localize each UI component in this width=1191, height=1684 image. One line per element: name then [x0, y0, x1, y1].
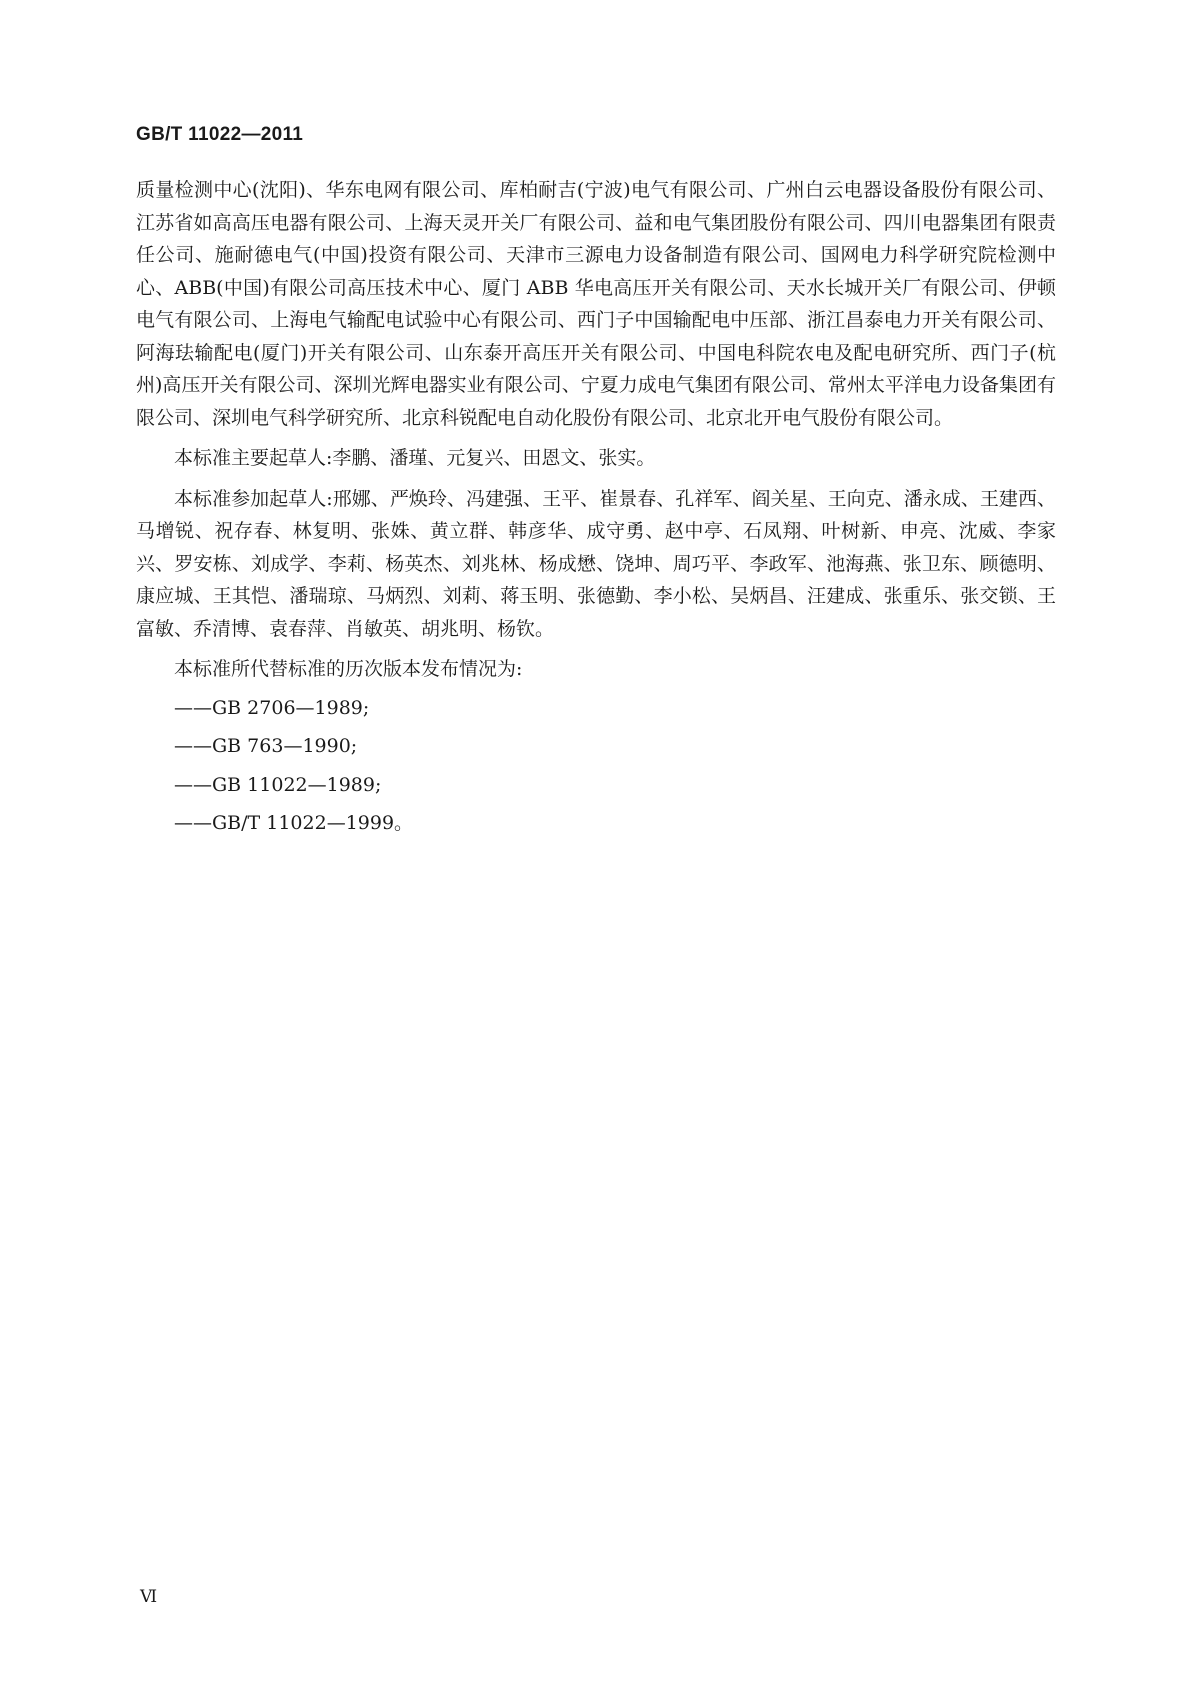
history-item: ——GB 11022—1989;	[174, 773, 382, 796]
participating-drafters-paragraph: 本标准参加起草人:邢娜、严焕玲、冯建强、王平、崔景春、孔祥军、阎关星、王向克、潘永成、王建西、马增锐、祝存春、林复明、张姝、黄立群、韩彦华、成守勇、赵中亭、石凤翔、叶树新、申亮、沈威、李家兴、罗安栋、刘成学、李莉、杨英杰、刘兆林、杨成懋、饶坤、周巧平、李政军、池海燕、张卫东、顾德明、康应城、王其恺、潘瑞琼、马炳烈、刘莉、蒋玉明、张德勤、李小松、吴炳昌、汪建成、张重乐、张交锁、王富敏、乔清博、袁春萍、肖敏英、胡兆明、杨钦。	[136, 487, 1056, 640]
document-body	[136, 174, 1056, 840]
history-intro-paragraph: 本标准所代替标准的历次版本发布情况为:	[174, 658, 523, 680]
organizations-paragraph: 质量检测中心(沈阳)、华东电网有限公司、库柏耐吉(宁波)电气有限公司、广州白云电器设备股份有限公司、江苏省如高高压电器有限公司、上海天灵开关厂有限公司、益和电气集团股份有限公司、四川电器集团有限责任公司、施耐德电气(中国)投资有限公司、天津市三源电力设备制造有限公司、国网电力科学研究院检测中心、ABB(中国)有限公司高压技术中心、厦门 ABB 华电高压开关有限公司、天水长城开关厂有限公司、伊顿电气有限公司、上海电气输配电试验中心有限公司、西门子中国输配电中压部、浙江昌泰电力开关有限公司、阿海珐输配电(厦门)开关有限公司、山东泰开高压开关有限公司、中国电科院农电及配电研究所、西门子(杭州)高压开关有限公司、深圳光辉电器实业有限公司、宁夏力成电气集团有限公司、常州太平洋电力设备集团有限公司、深圳电气科学研究所、北京科锐配电自动化股份有限公司、北京北开电气股份有限公司。	[136, 179, 1056, 429]
history-item: ——GB 2706—1989;	[174, 696, 370, 719]
history-item: ——GB/T 11022—1999。	[174, 812, 414, 834]
history-list	[136, 692, 1056, 840]
standard-number-header: GB/T 11022—2011	[136, 124, 304, 145]
main-drafters-paragraph: 本标准主要起草人:李鹏、潘瑾、元复兴、田恩文、张实。	[174, 447, 656, 469]
page-number: Ⅵ	[140, 1587, 158, 1606]
history-item: ——GB 763—1990;	[174, 735, 358, 757]
